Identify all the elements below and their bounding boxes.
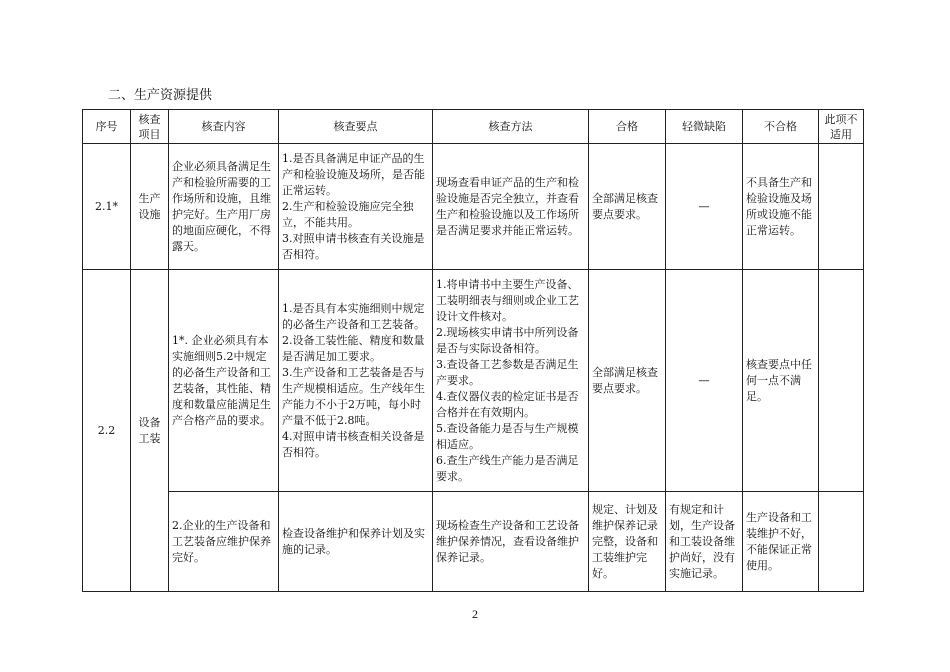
table-row xyxy=(83,144,864,270)
method-line: 3.查设备工艺参数是否满足生产要求。 xyxy=(436,357,579,387)
table-row xyxy=(83,270,864,492)
row-2-2-1-points xyxy=(279,270,433,492)
row-2-2-2-pass: 规定、计划及维护保养记录完整，设备和工装维护完好。 xyxy=(589,492,666,592)
section-title: 二、生产资源提供 xyxy=(108,88,213,103)
point-line: 4.对照申请书核查相关设备是否相符。 xyxy=(282,429,425,459)
row-2-1-content: 企业必须具备满足生产和检验所需要的工作场所和设施，且维护完好。生产用厂房的地面应硬化，不得露天。 xyxy=(169,144,279,270)
row-2-2-1-fail: 核查要点中任何一点不满足。 xyxy=(743,270,819,492)
row-2-1-pass: 全部满足核查要点要求。 xyxy=(589,144,666,270)
point-line: 2.生产和检验设施应完全独立，不能共用。 xyxy=(282,199,414,229)
inspection-table xyxy=(82,109,864,592)
row-2-1-method: 现场查看申证产品的生产和检验设施是否完全独立，并查看生产和检验设施以及工作场所是否满足要求并能正常运转。 xyxy=(433,144,589,270)
row-2-2-1-method xyxy=(433,270,589,492)
row-2-2-1-pass: 全部满足核查要点要求。 xyxy=(589,270,666,492)
point-line: 3.对照申请书核查有关设施是否相符。 xyxy=(282,231,425,261)
row-2-2-1-minor: — xyxy=(666,270,743,492)
header-minor: 轻微缺陷 xyxy=(666,110,743,144)
point-line: 3.生产设备和工艺装备是否与生产规模相适应。生产线年生产能力不小于2万吨，每小时产量不低于2.8吨。 xyxy=(282,365,425,427)
header-item: 核查项目 xyxy=(131,110,169,144)
row-2-2-2-method: 现场检查生产设备和工艺设备维护保养情况，查看设备维护保养记录。 xyxy=(433,492,589,592)
method-line: 4.查仪器仪表的检定证书是否合格并在有效期内。 xyxy=(436,389,579,419)
row-2-2-2-points: 检查设备维护和保养计划及实施的记录。 xyxy=(279,492,433,592)
row-2-1-fail: 不具备生产和检验设施及场所或设施不能正常运转。 xyxy=(743,144,819,270)
row-2-1-item: 生产设施 xyxy=(131,144,169,270)
row-2-2-2-minor: 有规定和计划，生产设备和工装设备维护尚好，没有实施记录。 xyxy=(666,492,743,592)
page-number: 2 xyxy=(472,607,478,621)
row-2-2-2-content: 2.企业的生产设备和工艺装备应维护保养完好。 xyxy=(169,492,279,592)
header-row xyxy=(83,110,864,144)
method-line: 1.将申请书中主要生产设备、工装明细表与细则或企业工艺设计文件核对。 xyxy=(436,277,579,323)
row-2-2-1-content: 1*. 企业必须具有本实施细则5.2中规定的必备生产设备和工艺装备，其性能、精度和数量应能满足生产合格产品的要求。 xyxy=(169,270,279,492)
point-line: 1.是否具有本实施细则中规定的必备生产设备和工艺装备。 xyxy=(282,301,425,331)
row-2-1-na xyxy=(819,144,864,270)
header-na: 此项不适用 xyxy=(819,110,864,144)
header-seq: 序号 xyxy=(83,110,131,144)
header-pass: 合格 xyxy=(589,110,666,144)
table-row xyxy=(83,492,864,592)
point-line: 1.是否具备满足申证产品的生产和检验设施及场所，是否能正常运转。 xyxy=(282,151,425,197)
method-line: 2.现场核实申请书中所列设备是否与实际设备相符。 xyxy=(436,325,579,355)
header-fail: 不合格 xyxy=(743,110,819,144)
header-method: 核查方法 xyxy=(433,110,589,144)
row-2-2-2-fail: 生产设备和工装维护不好，不能保证正常使用。 xyxy=(743,492,819,592)
row-2-2-1-na xyxy=(819,270,864,492)
row-2-2-item: 设备工装 xyxy=(131,270,169,592)
row-2-1-minor: — xyxy=(666,144,743,270)
method-line: 6.查生产线生产能力是否满足要求。 xyxy=(436,453,579,483)
row-2-2-seq: 2.2 xyxy=(83,270,131,592)
point-line: 2.设备工装性能、精度和数量是否满足加工要求。 xyxy=(282,333,425,363)
method-line: 5.查设备能力是否与生产规模相适应。 xyxy=(436,421,579,451)
header-points: 核查要点 xyxy=(279,110,433,144)
header-content: 核查内容 xyxy=(169,110,279,144)
row-2-2-2-na xyxy=(819,492,864,592)
row-2-1-seq: 2.1* xyxy=(83,144,131,270)
row-2-1-points xyxy=(279,144,433,270)
